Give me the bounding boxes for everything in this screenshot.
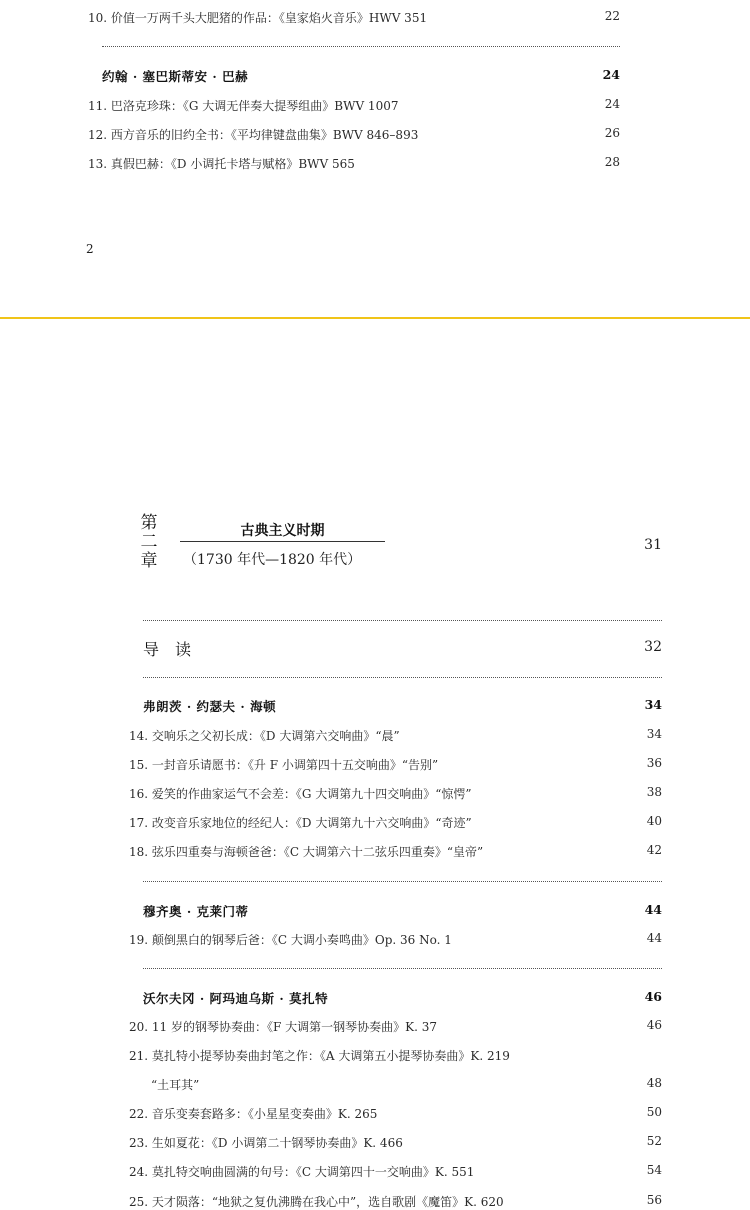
toc-entry-24: 24. 莫扎特交响曲圆满的句号：《C 大调第四十一交响曲》K. 551 bbox=[129, 1165, 475, 1179]
dotted-separator bbox=[143, 677, 662, 678]
toc-page-12: 26 bbox=[604, 126, 620, 140]
toc-entry-14: 14. 交响乐之父初长成：《D 大调第六交响曲》“晨” bbox=[129, 729, 400, 743]
section-page-haydn: 34 bbox=[644, 697, 662, 712]
toc-page-10: 22 bbox=[604, 9, 620, 23]
toc-entry-16: 16. 爱笑的作曲家运气不会差：《G 大调第九十四交响曲》“惊愕” bbox=[129, 787, 472, 801]
section-author-clementi: 穆齐奥 · 克莱门蒂 bbox=[143, 904, 249, 919]
intro-label: 导 读 bbox=[143, 640, 192, 659]
section-author-haydn: 弗朗茨 · 约瑟夫 · 海顿 bbox=[143, 699, 277, 714]
section-page-bach: 24 bbox=[602, 67, 620, 82]
toc-page-18: 42 bbox=[646, 843, 662, 857]
chapter-mark-char-1: 第 bbox=[140, 513, 158, 533]
dotted-separator bbox=[143, 620, 662, 621]
section-author-bach: 约翰 · 塞巴斯蒂安 · 巴赫 bbox=[102, 69, 249, 84]
toc-entry-12: 12. 西方音乐的旧约全书：《平均律键盘曲集》BWV 846–893 bbox=[88, 128, 419, 142]
chapter-mark-char-3: 章 bbox=[140, 551, 158, 571]
chapter-title: 古典主义时期 bbox=[240, 523, 325, 539]
toc-page-19: 44 bbox=[646, 931, 662, 945]
section-page-clementi: 44 bbox=[644, 902, 662, 917]
toc-page-11: 24 bbox=[604, 97, 620, 111]
chapter-page: 31 bbox=[644, 537, 662, 553]
toc-entry-17: 17. 改变音乐家地位的经纪人：《D 大调第九十六交响曲》“奇迹” bbox=[129, 816, 472, 830]
toc-entry-10: 10. 价值一万两千头大肥猪的作品：《皇家焰火音乐》HWV 351 bbox=[88, 11, 428, 25]
toc-page-21: 48 bbox=[646, 1076, 662, 1090]
toc-entry-11: 11. 巴洛克珍珠：《G 大调无伴奏大提琴组曲》BWV 1007 bbox=[88, 99, 399, 113]
toc-page-25: 56 bbox=[646, 1193, 662, 1207]
toc-page-14: 34 bbox=[646, 727, 662, 741]
chapter-mark-char-2: 二 bbox=[140, 532, 158, 552]
page-divider bbox=[0, 317, 750, 319]
toc-entry-15: 15. 一封音乐请愿书：《升 F 小调第四十五交响曲》“告别” bbox=[129, 758, 439, 772]
page-folio: 2 bbox=[86, 242, 94, 256]
toc-entry-25: 25. 天才陨落：“地狱之复仇沸腾在我心中”，选自歌剧《魔笛》K. 620 bbox=[129, 1195, 504, 1209]
dotted-separator bbox=[143, 881, 662, 882]
toc-page-17: 40 bbox=[646, 814, 662, 828]
dotted-separator bbox=[143, 968, 662, 969]
toc-entry-21-continuation: “土耳其” bbox=[151, 1078, 200, 1092]
toc-page-13: 28 bbox=[604, 155, 620, 169]
toc-page-23: 52 bbox=[646, 1134, 662, 1148]
toc-page-22: 50 bbox=[646, 1105, 662, 1119]
toc-page-16: 38 bbox=[646, 785, 662, 799]
chapter-mark bbox=[138, 514, 160, 571]
toc-entry-18: 18. 弦乐四重奏与海顿爸爸：《C 大调第六十二弦乐四重奏》“皇帝” bbox=[129, 845, 484, 859]
section-author-mozart: 沃尔夫冈 · 阿玛迪乌斯 · 莫扎特 bbox=[143, 991, 329, 1006]
toc-entry-20: 20. 11 岁的钢琴协奏曲：《F 大调第一钢琴协奏曲》K. 37 bbox=[129, 1020, 437, 1034]
toc-page-24: 54 bbox=[646, 1163, 662, 1177]
chapter-subtitle: （1730 年代—1820 年代） bbox=[183, 552, 362, 568]
toc-page-15: 36 bbox=[646, 756, 662, 770]
toc-page-20: 46 bbox=[646, 1018, 662, 1032]
toc-entry-23: 23. 生如夏花：《D 小调第二十钢琴协奏曲》K. 466 bbox=[129, 1136, 403, 1150]
section-page-mozart: 46 bbox=[644, 989, 662, 1004]
dotted-separator bbox=[102, 46, 620, 47]
intro-page: 32 bbox=[644, 639, 662, 655]
chapter-title-rule bbox=[180, 541, 385, 542]
toc-entry-13: 13. 真假巴赫：《D 小调托卡塔与赋格》BWV 565 bbox=[88, 157, 355, 171]
toc-entry-22: 22. 音乐变奏套路多：《小星星变奏曲》K. 265 bbox=[129, 1107, 378, 1121]
toc-entry-21: 21. 莫扎特小提琴协奏曲封笔之作：《A 大调第五小提琴协奏曲》K. 219 bbox=[129, 1049, 510, 1063]
toc-entry-19: 19. 颠倒黑白的钢琴后爸：《C 大调小奏鸣曲》Op. 36 No. 1 bbox=[129, 933, 452, 947]
